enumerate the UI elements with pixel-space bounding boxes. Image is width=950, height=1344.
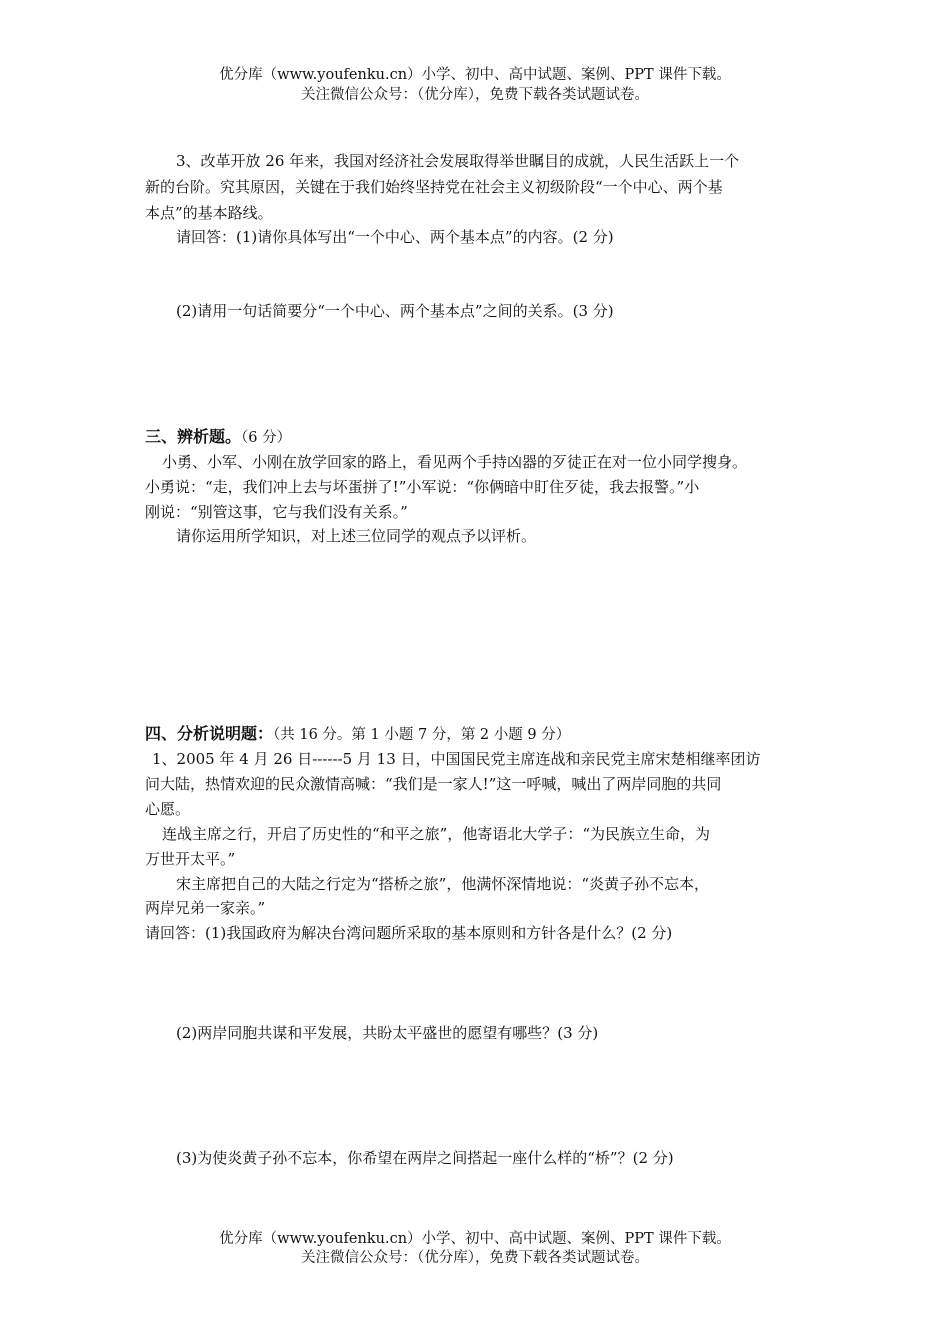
section4-text-line: 心愿。 xyxy=(145,800,191,818)
section4-heading xyxy=(145,723,570,746)
section4-sub-question-3: (3)为使炎黄子孙不忘本，你希望在两岸之间搭起一座什么样的“桥”？(2 分) xyxy=(176,1149,674,1167)
section4-text-line: 万世开太平。” xyxy=(145,850,236,868)
q3-text-line: 本点”的基本路线。 xyxy=(145,204,273,222)
section4-text-line: 两岸兄弟一家亲。” xyxy=(145,899,266,917)
header-line-2: 关注微信公众号：（优分库），免费下载各类试题试卷。 xyxy=(301,87,649,103)
section4-text-line: 连战主席之行，开启了历史性的“和平之旅”，他寄语北大学子：“为民族立生命，为 xyxy=(162,825,711,843)
section4-text-line: 1、2005 年 4 月 26 日------5 月 13 日，中国国民党主席连战和亲民党主席宋楚相继率团访 xyxy=(152,750,761,768)
section3-heading xyxy=(145,426,291,449)
footer-line-2: 关注微信公众号：（优分库），免费下载各类试题试卷。 xyxy=(301,1250,649,1266)
section3-title: 三、辨析题。 xyxy=(145,427,242,446)
section3-text-line: 小勇说：“走，我们冲上去与坏蛋拼了!”小军说：“你俩暗中盯住歹徒，我去报警。”小 xyxy=(145,478,700,496)
section3-text-line: 小勇、小军、小刚在放学回家的路上，看见两个手持凶器的歹徒正在对一位小同学搜身。 xyxy=(162,453,748,471)
q3-sub-question-1: 请回答：(1)请你具体写出“一个中心、两个基本点”的内容。(2 分) xyxy=(176,228,614,246)
section4-points: （共 16 分。第 1 小题 7 分，第 2 小题 9 分） xyxy=(273,727,571,743)
q3-text-line: 新的台阶。究其原因，关键在于我们始终坚持党在社会主义初级阶段“一个中心、两个基 xyxy=(145,178,723,196)
section4-text-line: 宋主席把自己的大陆之行定为“搭桥之旅”，他满怀深情地说：“炎黄子孙不忘本， xyxy=(176,875,710,893)
q3-text-line: 3、改革开放 26 年来，我国对经济社会发展取得举世瞩目的成就，人民生活跃上一个 xyxy=(176,152,740,170)
section3-text-line: 刚说：“别管这事，它与我们没有关系。” xyxy=(145,503,408,521)
header-line-1: 优分库（www.youfenku.cn）小学、初中、高中试题、案例、PPT 课件下载。 xyxy=(219,67,731,83)
q3-sub-question-2: (2)请用一句话简要分“一个中心、两个基本点”之间的关系。(3 分) xyxy=(176,302,614,320)
section3-points: （6 分） xyxy=(241,430,292,446)
section4-text-line: 问大陆，热情欢迎的民众激情高喊：“我们是一家人!”这一呼喊，喊出了两岸同胞的共同 xyxy=(145,775,722,793)
section3-prompt: 请你运用所学知识，对上述三位同学的观点予以评析。 xyxy=(176,527,537,545)
section4-sub-question-1: 请回答：(1)我国政府为解决台湾问题所采取的基本原则和方针各是什么？(2 分) xyxy=(145,924,673,942)
section4-title: 四、分析说明题： xyxy=(145,724,274,743)
footer-line-1: 优分库（www.youfenku.cn）小学、初中、高中试题、案例、PPT 课件下载。 xyxy=(219,1231,731,1247)
section4-sub-question-2: (2)两岸同胞共谋和平发展，共盼太平盛世的愿望有哪些？(3 分) xyxy=(176,1024,599,1042)
